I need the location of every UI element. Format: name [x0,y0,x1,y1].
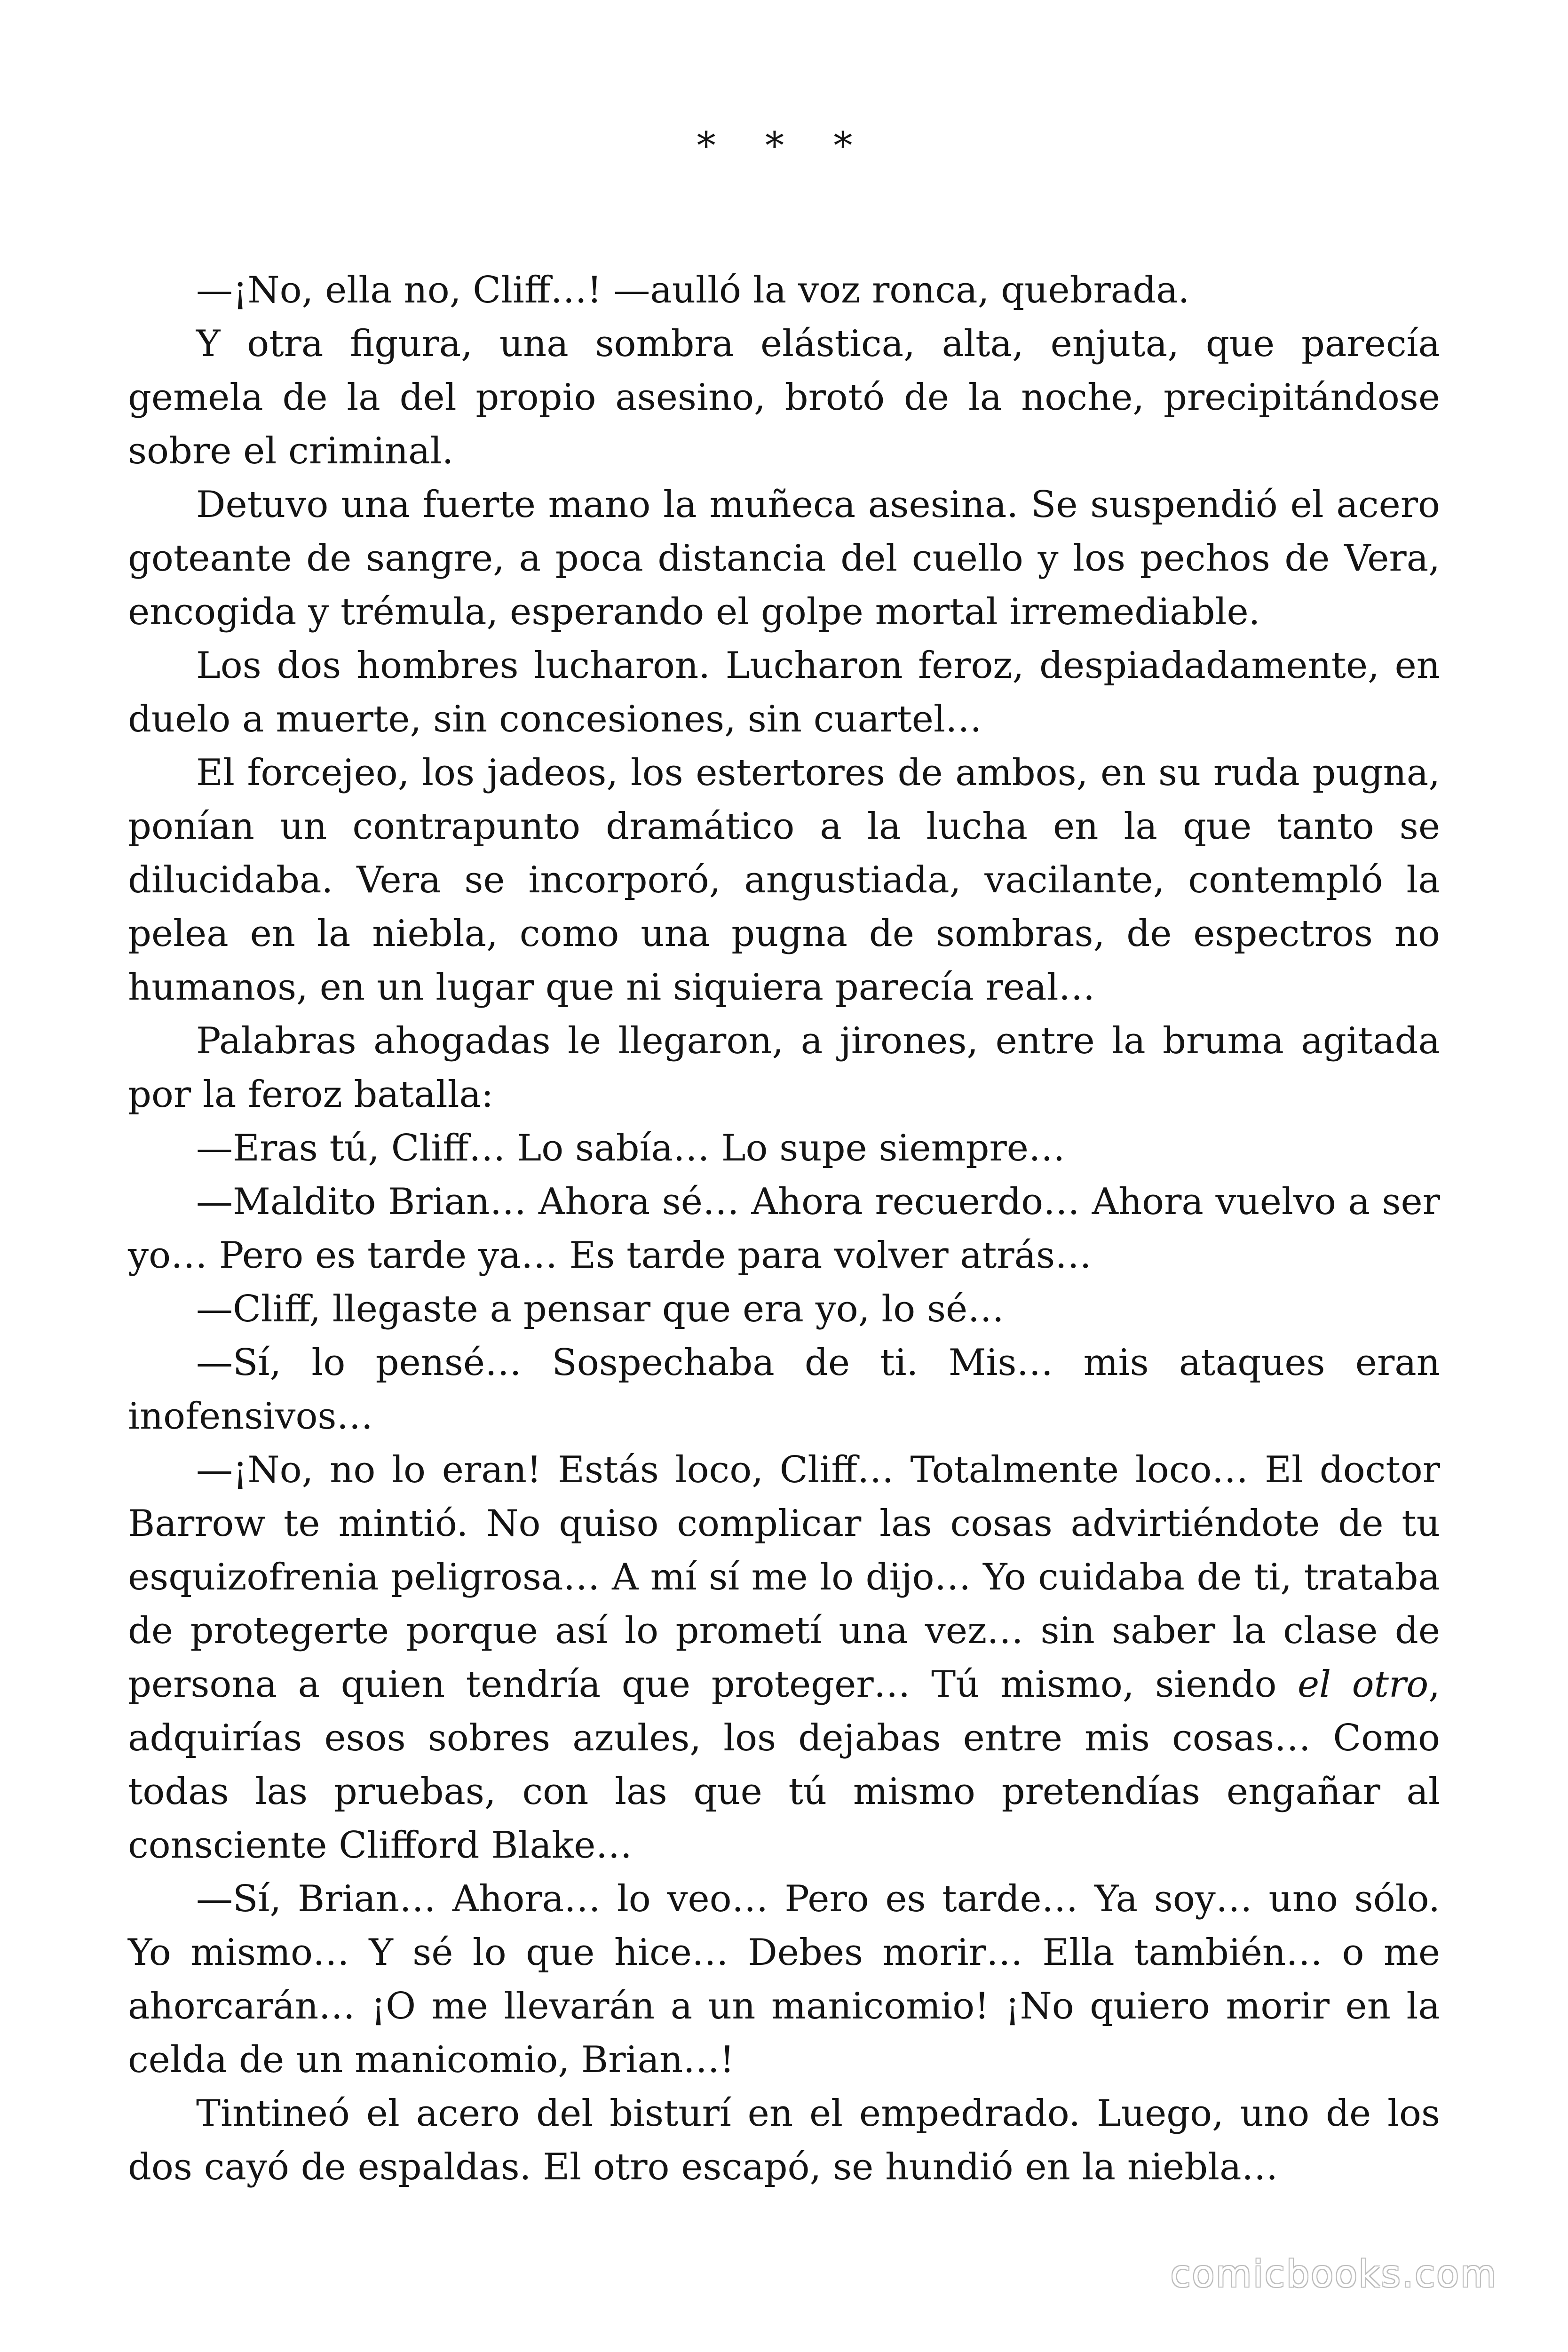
paragraph [128,1443,1440,1872]
paragraph: —¡No, ella no, Cliff…! —aulló la voz ronca, quebrada. [196,269,1190,311]
paragraph: —Maldito Brian… Ahora sé… Ahora recuerdo… Ahora vuelvo a ser yo… Pero es tarde ya… Es tarde para volver atrás… [128,1181,1440,1277]
watermark: comicbooks.com [1170,2253,1497,2296]
paragraph-text: , adquirías esos sobres azules, los dejabas entre mis cosas… Como todas las pruebas, con las que tú mismo pretendías engañar al consciente Clifford Blake… [128,1663,1440,1867]
scene-separator: * * * [697,124,871,167]
italic-phrase: el otro [1298,1663,1429,1706]
paragraph-text: —¡No, no lo eran! Estás loco, Cliff… Totalmente loco… El doctor Barrow te mintió. No quiso complicar las cosas advirtiéndote de tu esquizofrenia peligrosa… A mí sí me lo dijo… Yo cuidaba de ti, trataba de protegerte porque así lo prometí una vez… sin saber la clase de persona a quien tendría que proteger… Tú mismo, siendo [128,1449,1440,1706]
body-text [128,263,1440,2194]
paragraph: —Sí, lo pensé… Sospechaba de ti. Mis… mis ataques eran inofensivos… [128,1342,1440,1438]
paragraph: El forcejeo, los jadeos, los estertores de ambos, en su ruda pugna, ponían un contrapunto dramático a la lucha en la que tanto se dilucidaba. Vera se incorporó, angustiada, vacilante, contempló la pelea en la niebla, como una pugna de sombras, de espectros no humanos, en un lugar que ni siquiera parecía real… [128,752,1440,1009]
paragraph: Y otra figura, una sombra elástica, alta, enjuta, que parecía gemela de la del propio asesino, brotó de la noche, precipitándose sobre el criminal. [128,323,1440,472]
paragraph: Detuvo una fuerte mano la muñeca asesina. Se suspendió el acero goteante de sangre, a poca distancia del cuello y los pechos de Vera, encogida y trémula, esperando el golpe mortal irremediable. [128,484,1440,633]
paragraph: —Sí, Brian… Ahora… lo veo… Pero es tarde… Ya soy… uno sólo. Yo mismo… Y sé lo que hice… Debes morir… Ella también… o me ahorcarán… ¡O me llevarán a un manicomio! ¡No quiero morir en la celda de un manicomio, Brian…! [128,1878,1440,2081]
paragraph: —Cliff, llegaste a pensar que era yo, lo sé… [196,1288,1005,1330]
paragraph: Palabras ahogadas le llegaron, a jirones, entre la bruma agitada por la feroz batalla: [128,1020,1440,1116]
paragraph: —Eras tú, Cliff… Lo sabía… Lo supe siempre… [196,1127,1065,1169]
paragraph: Tintineó el acero del bisturí en el empedrado. Luego, uno de los dos cayó de espaldas. El otro escapó, se hundió en la niebla… [128,2092,1440,2188]
paragraph: Los dos hombres lucharon. Lucharon feroz, despiadadamente, en duelo a muerte, sin concesiones, sin cuartel… [128,644,1440,740]
